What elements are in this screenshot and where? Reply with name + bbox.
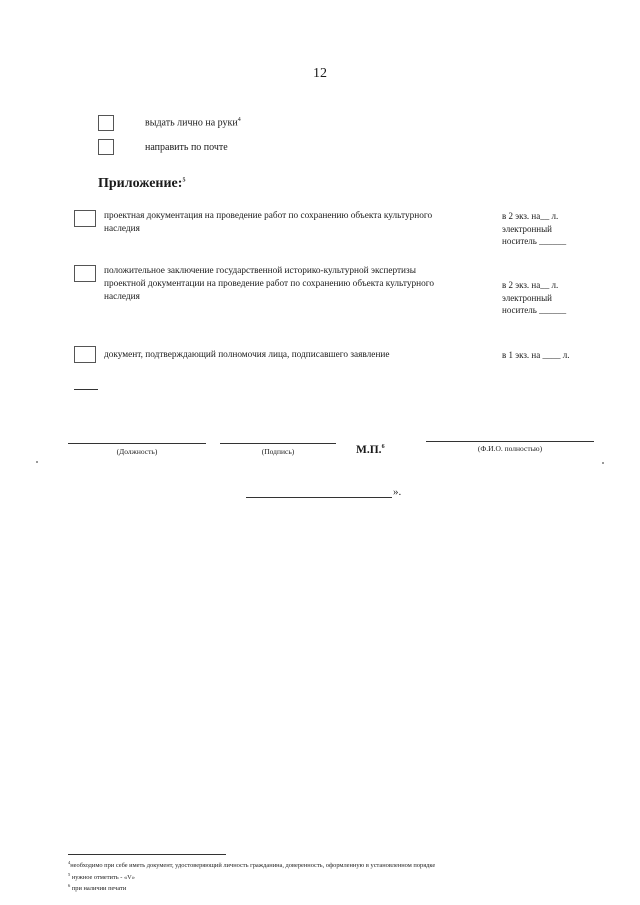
attachment-1-quantity: в 2 экз. на__ л. электронный носитель ______ <box>502 211 567 246</box>
attachments-heading: Приложение:$^5$ <box>98 176 186 191</box>
attachment-2-text: положительное заключение государственной историко-культурной экспертизы проектной документации на проведение работ по сохранению объекта культурного наследия <box>104 266 435 302</box>
signature-line <box>220 443 336 444</box>
deliver-in-person-label: выдать лично на руки$^4$ <box>145 117 241 129</box>
page-number: 12 <box>313 66 327 81</box>
footnotes <box>68 859 628 894</box>
position-caption: (Должность) <box>116 447 158 456</box>
footnote-4: $^4$необходимо при себе иметь документ, удостоверяющий личность гражданина, доверенность, оформленную в установленном порядке <box>68 860 436 870</box>
attachment-2-checkbox[interactable] <box>74 265 96 282</box>
attachment-3-quantity: в 1 экз. на ____ л. <box>502 350 570 360</box>
footnote-5: $^5$ нужное отметить - «V» <box>68 871 135 881</box>
send-by-post-label: направить по почте <box>145 142 228 153</box>
date-suffix: ». <box>393 486 402 498</box>
send-by-post-checkbox[interactable] <box>98 139 114 155</box>
footnote-6: $^6$ при наличии печати <box>68 883 127 893</box>
position-line <box>68 443 206 444</box>
attachment-1-checkbox[interactable] <box>74 210 96 227</box>
footnote-rule <box>68 854 226 855</box>
scan-speck <box>36 461 38 463</box>
attachment-3-text: документ, подтверждающий полномочия лица, подписавшего заявление <box>104 350 390 360</box>
stamp-place: М.П.$^6$ <box>356 444 385 456</box>
name-line <box>426 441 594 442</box>
date-line <box>246 497 392 498</box>
blank-line <box>74 389 98 390</box>
attachment-3-checkbox[interactable] <box>74 346 96 363</box>
signature-caption: (Подпись) <box>261 447 295 456</box>
attachment-2-quantity: в 2 экз. на__ л. электронный носитель ______ <box>502 280 567 315</box>
scan-speck <box>602 462 604 464</box>
attachment-1-text: проектная документация на проведение работ по сохранению объекта культурного наследия <box>104 211 433 234</box>
deliver-in-person-checkbox[interactable] <box>98 115 114 131</box>
name-caption: (Ф.И.О. полностью) <box>477 444 543 453</box>
